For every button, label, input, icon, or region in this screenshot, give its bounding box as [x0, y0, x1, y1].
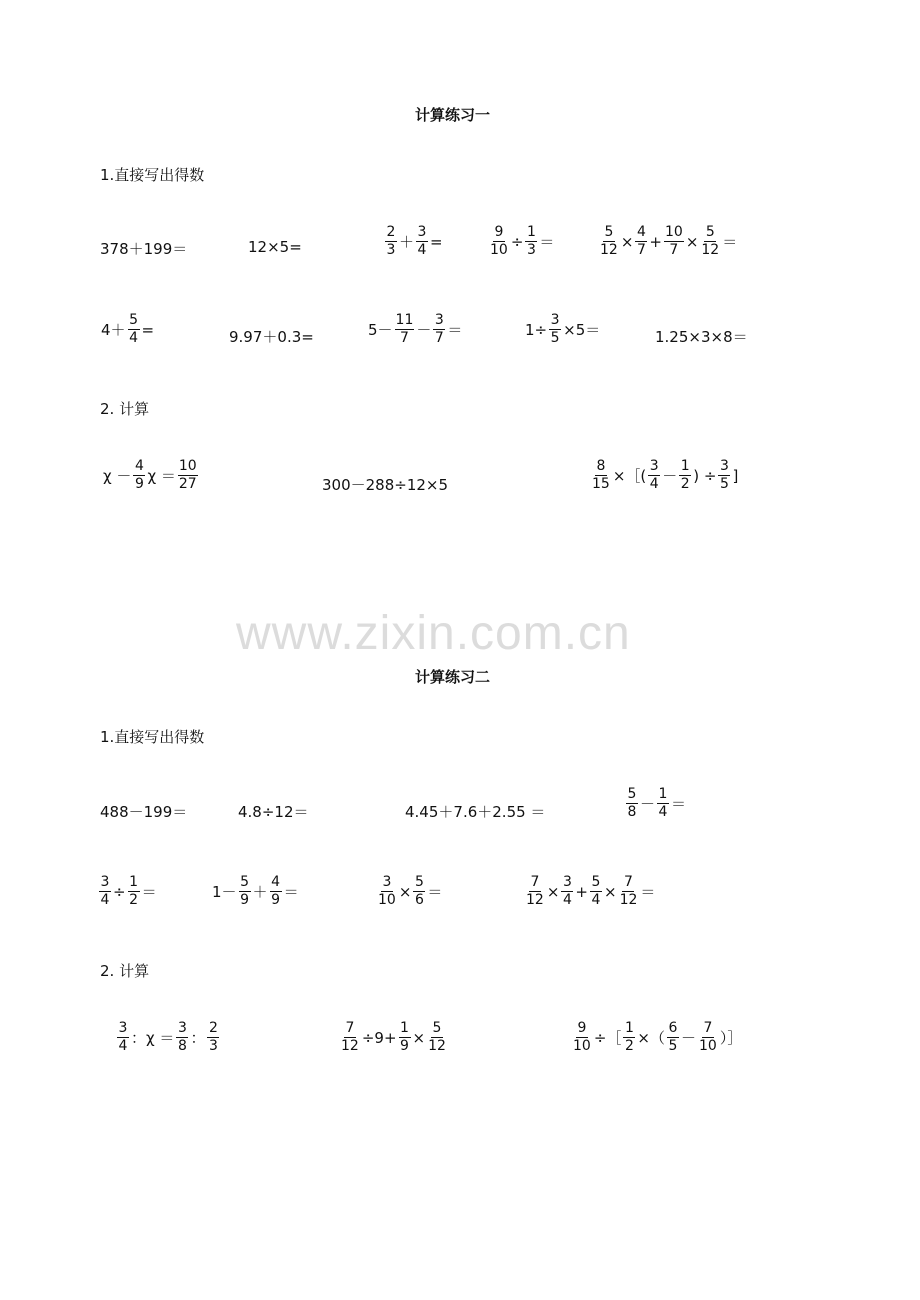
section-heading-calc-2: 2. 计算: [100, 962, 150, 980]
calc-2-3: [571, 1020, 743, 1055]
fraction: [133, 458, 145, 493]
problem-2-5: 1.25×3×8＝: [655, 328, 748, 346]
operator: ×: [685, 232, 699, 251]
operator: 5－: [368, 321, 393, 339]
watermark-text: www.zixin.com.cn: [236, 607, 631, 660]
denominator: 5: [550, 330, 560, 346]
problem-3-4: [625, 786, 687, 821]
operator: ÷: [113, 882, 126, 901]
page-title-2: 计算练习二: [415, 668, 491, 686]
fraction: [623, 1020, 635, 1055]
numerator: 7: [624, 874, 633, 890]
fraction: [590, 874, 602, 909]
numerator: 4: [636, 224, 646, 240]
denominator: 2: [129, 892, 139, 908]
operator: ×: [620, 232, 634, 251]
denominator: 7: [399, 330, 409, 346]
equals: ＝: [640, 883, 656, 901]
fraction: [399, 1020, 411, 1055]
numerator: 4: [271, 874, 281, 890]
fraction: [572, 1020, 592, 1055]
fraction: [561, 874, 573, 909]
fraction: [525, 874, 545, 909]
operator: ÷9+: [361, 1028, 397, 1047]
numerator: 5: [129, 312, 138, 328]
denominator: 7: [636, 242, 646, 258]
numerator: 1: [400, 1020, 409, 1036]
denominator: 4: [649, 476, 659, 492]
operator: ：χ ＝: [131, 1029, 175, 1047]
fraction: [239, 874, 251, 909]
denominator: 5: [668, 1038, 678, 1054]
numerator: 3: [177, 1020, 187, 1036]
denominator: 4: [118, 1038, 128, 1054]
numerator: 7: [530, 874, 540, 890]
denominator: 12: [526, 892, 544, 908]
numerator: 1: [658, 786, 668, 802]
operator: 1÷: [525, 320, 548, 339]
fraction: [698, 1020, 718, 1055]
numerator: 5: [414, 874, 424, 890]
numerator: 5: [705, 224, 715, 240]
fraction: [176, 1020, 188, 1055]
denominator: 2: [680, 476, 690, 492]
denominator: 3: [526, 242, 536, 258]
numerator: 6: [668, 1020, 678, 1036]
fraction: [416, 224, 428, 259]
denominator: 6: [414, 892, 424, 908]
operator: +: [575, 882, 588, 901]
numerator: 4: [134, 458, 144, 474]
numerator: 9: [494, 224, 504, 240]
denominator: 4: [591, 892, 601, 908]
fraction: [207, 1020, 219, 1055]
page-title-1: 计算练习一: [415, 106, 491, 124]
equals: ＝: [141, 883, 157, 901]
fraction: [178, 458, 198, 493]
denominator: 8: [177, 1038, 187, 1054]
operator: χ －: [103, 467, 132, 485]
operator: －: [680, 1029, 696, 1047]
numerator: 3: [649, 458, 659, 474]
fraction: [718, 458, 730, 493]
numerator: 3: [720, 458, 729, 474]
fraction: [679, 458, 691, 493]
denominator: 10: [490, 242, 508, 258]
operator: ）］: [719, 1029, 743, 1047]
operator: ×: [546, 882, 560, 901]
problem-4-2: [211, 874, 300, 909]
fraction: [657, 786, 669, 821]
equals: =: [141, 320, 155, 339]
problem-4-1: [98, 874, 158, 909]
denominator: 4: [129, 330, 138, 346]
fraction: [599, 224, 619, 259]
operator: ×5＝: [563, 321, 601, 339]
fraction: [525, 224, 537, 259]
numerator: 5: [432, 1020, 442, 1036]
calc-2-2: [339, 1020, 448, 1055]
equals: ＝: [447, 321, 463, 339]
numerator: 5: [240, 874, 249, 890]
fraction: [413, 874, 425, 909]
numerator: 5: [627, 786, 637, 802]
denominator: 7: [669, 242, 679, 258]
numerator: 3: [118, 1020, 128, 1036]
numerator: 5: [591, 874, 601, 890]
numerator: 1: [526, 224, 536, 240]
problem-3-3: 4.45＋7.6＋2.55 ＝: [405, 803, 546, 821]
fraction: [395, 312, 415, 347]
operator: －: [416, 321, 432, 339]
problem-2-4: [524, 312, 601, 347]
denominator: 10: [699, 1038, 717, 1054]
fraction: [664, 224, 684, 259]
operator: ×［(: [612, 467, 647, 485]
numerator: 1: [129, 874, 139, 890]
section-heading-calc-1: 2. 计算: [100, 400, 150, 418]
fraction: [128, 874, 140, 909]
equals: ＝: [427, 883, 443, 901]
denominator: 12: [619, 892, 638, 908]
problem-1-4: [488, 224, 555, 259]
operator: ×: [603, 882, 617, 901]
proportion-equation: [116, 1020, 220, 1055]
denominator: 7: [434, 330, 444, 346]
numerator: 3: [100, 874, 110, 890]
fraction: [700, 224, 720, 259]
fraction: [385, 224, 397, 259]
calc-1-2: 300－288÷12×5: [322, 476, 449, 494]
fraction: [117, 1020, 129, 1055]
equals: ＝: [722, 233, 738, 251]
equals: ＝: [539, 233, 555, 251]
denominator: 8: [627, 804, 637, 820]
section-heading-direct-2: 1.直接写出得数: [100, 728, 205, 746]
numerator: 7: [703, 1020, 713, 1036]
problem-3-1: 488－199＝: [100, 803, 188, 821]
operator: ×: [398, 882, 412, 901]
problem-2-2: 9.97＋0.3=: [229, 328, 314, 346]
fraction: [489, 224, 509, 259]
problem-1-5: [598, 224, 738, 259]
denominator: 4: [100, 892, 110, 908]
numerator: 3: [382, 874, 392, 890]
operator: χ ＝: [147, 467, 176, 485]
numerator: 2: [386, 224, 396, 240]
denominator: 12: [341, 1038, 359, 1054]
denominator: 4: [562, 892, 572, 908]
operator: 1－: [212, 883, 237, 901]
denominator: 3: [386, 242, 396, 258]
operator: ＋: [252, 883, 268, 901]
problem-4-4: [524, 874, 656, 909]
denominator: 10: [573, 1038, 591, 1054]
fraction: [619, 874, 639, 909]
denominator: 15: [592, 476, 610, 492]
fraction: [648, 458, 660, 493]
denominator: 9: [271, 892, 281, 908]
fraction: [667, 1020, 679, 1055]
numerator: 8: [596, 458, 606, 474]
denominator: 10: [378, 892, 396, 908]
denominator: 4: [417, 242, 427, 258]
problem-1-1: 378＋199＝: [100, 240, 188, 258]
fraction: [427, 1020, 447, 1055]
equals: =: [430, 232, 443, 251]
operator: －: [662, 467, 678, 485]
denominator: 12: [428, 1038, 446, 1054]
numerator: 1: [624, 1020, 634, 1036]
denominator: 2: [624, 1038, 634, 1054]
fraction: [377, 874, 397, 909]
operator: ×: [412, 1028, 426, 1047]
numerator: 3: [434, 312, 444, 328]
fraction: [626, 786, 638, 821]
operator: ÷: [510, 232, 524, 251]
fraction: [340, 1020, 360, 1055]
numerator: 2: [208, 1020, 218, 1036]
equals: ＝: [671, 795, 687, 813]
section-heading-direct-1: 1.直接写出得数: [100, 166, 205, 184]
denominator: 27: [178, 476, 197, 492]
operator: 4＋: [101, 321, 126, 339]
problem-1-2: 12×5=: [248, 238, 302, 256]
problem-3-2: 4.8÷12＝: [238, 803, 309, 821]
denominator: 3: [208, 1038, 218, 1054]
operator: ]: [732, 466, 739, 485]
fraction: [128, 312, 140, 347]
numerator: 5: [604, 224, 614, 240]
problem-1-3: [384, 224, 444, 259]
denominator: 12: [600, 242, 618, 258]
operator: －: [640, 795, 656, 813]
problem-4-3: [376, 874, 443, 909]
operator: ＋: [399, 233, 415, 251]
denominator: 9: [400, 1038, 409, 1054]
equals: ＝: [283, 883, 299, 901]
problem-2-1: [100, 312, 155, 347]
operator: ) ÷: [693, 466, 717, 485]
problem-2-3: [367, 312, 463, 347]
denominator: 12: [701, 242, 720, 258]
operator: ×（: [637, 1029, 665, 1047]
fraction: [549, 312, 561, 347]
numerator: 10: [178, 458, 197, 474]
fraction: [270, 874, 282, 909]
numerator: 3: [417, 224, 427, 240]
fraction: [635, 224, 647, 259]
fraction: [99, 874, 111, 909]
numerator: 3: [550, 312, 560, 328]
numerator: 11: [395, 312, 414, 328]
fraction: [433, 312, 445, 347]
numerator: 3: [562, 874, 572, 890]
numerator: 1: [680, 458, 690, 474]
calc-1-3: [590, 458, 739, 493]
denominator: 9: [240, 892, 249, 908]
operator: ：: [190, 1029, 206, 1047]
operator: ÷［: [593, 1029, 622, 1047]
denominator: 5: [720, 476, 729, 492]
fraction: [591, 458, 611, 493]
numerator: 9: [577, 1020, 587, 1036]
operator: +: [649, 232, 662, 251]
numerator: 10: [664, 224, 683, 240]
denominator: 4: [658, 804, 668, 820]
equation-1: [102, 458, 199, 493]
denominator: 9: [134, 476, 144, 492]
numerator: 7: [345, 1020, 355, 1036]
